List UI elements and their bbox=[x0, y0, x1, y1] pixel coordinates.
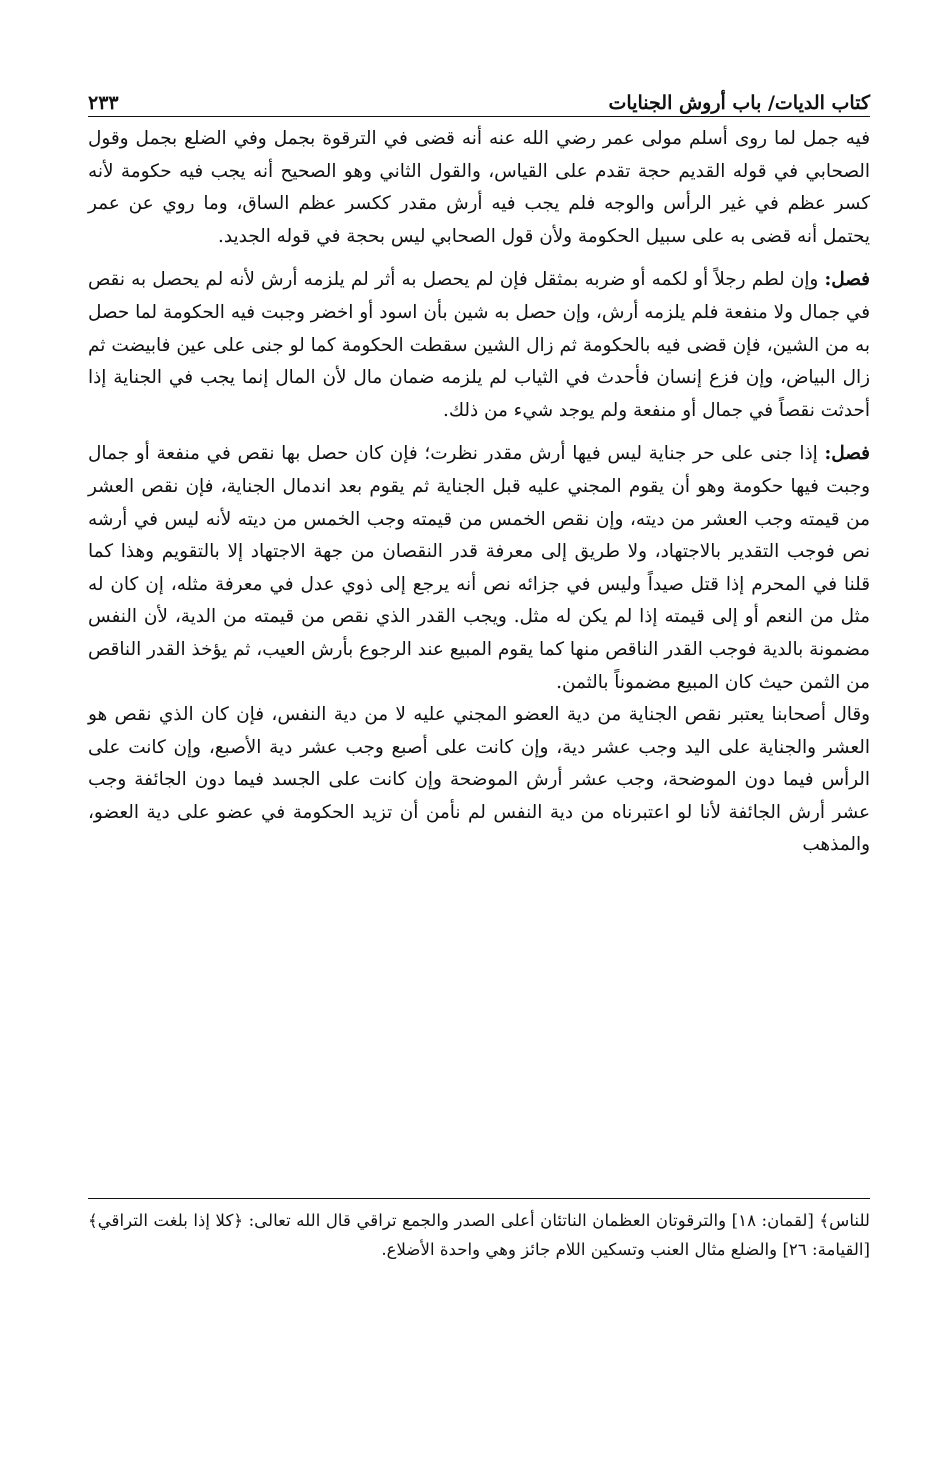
footnotes bbox=[88, 1206, 870, 1264]
main-text bbox=[88, 123, 870, 862]
running-header bbox=[88, 80, 870, 117]
paragraph bbox=[88, 264, 870, 427]
paragraph-text: وإن لطم رجلاً أو لكمه أو ضربه بمثقل فإن لم يحصل به أثر لم يلزمه أرش لأنه لم يحصل به نقص في جمال ولا منفعة فلم يلزمه أرش، وإن حصل به شين بأن اسود أو اخضر وجبت فيه الحكومة لما حصل به من الشين، فإن قضى فيه بالحكومة ثم زال الشين سقطت الحكومة كما لو جنى على عين فابيضت ثم زال البياض، وإن فزع إنسان فأحدث في الثياب لم يلزمه ضمان مال لأن المال إنما يجب في الجناية إذا أحدثت نقصاً في جمال أو منفعة ولم يوجد شيء من ذلك. bbox=[88, 269, 870, 421]
running-title: كتاب الديات/ باب أروش الجنايات bbox=[608, 92, 870, 114]
footnote-divider bbox=[88, 1198, 870, 1199]
paragraph-text: وقال أصحابنا يعتبر نقص الجناية من دية العضو المجني عليه لا من دية النفس، فإن كان الذي نقص هو العشر والجناية على اليد وجب عشر دية، وإن كانت على أصبع وجب عشر دية الأصبع، وإن كانت على الرأس فيما دون الموضحة، وجب عشر أرش الموضحة وإن كانت على الجسد فيما دون الجائفة وجب عشر أرش الجائفة لأنا لو اعتبرناه من دية النفس لم نأمن أن تزيد الحكومة في عضو على دية العضو، والمذهب bbox=[88, 704, 870, 856]
book-page bbox=[88, 80, 870, 1420]
paragraph-text: فيه جمل لما روى أسلم مولى عمر رضي الله عنه أنه قضى في الترقوة بجمل وفي الضلع بجمل وقول الصحابي في قوله القديم حجة تقدم على القياس، والقول الثاني وهو الصحيح أنه يجب فيه حكومة لأنه كسر عظم في غير الرأس والوجه فلم يجب فيه أرش مقدر ككسر عظم الساق، وما روي عن عمر يحتمل أنه قضى به على سبيل الحكومة ولأن قول الصحابي ليس بحجة في قوله الجديد. bbox=[88, 128, 870, 247]
section-heading: فصل: bbox=[824, 269, 870, 291]
page-number: ٢٣٣ bbox=[88, 92, 119, 114]
paragraph bbox=[88, 699, 870, 862]
footnote-text: للناس﴾ [لقمان: ١٨] والترقوتان العظمان الناتئان أعلى الصدر والجمع تراقي قال الله تعالى: ﴿كلا إذا بلغت التراقي﴾ [القيامة: ٢٦] والضلع مثال العنب وتسكين اللام جائز وهي واحدة الأضلاع. bbox=[88, 1211, 870, 1259]
paragraph-text: إذا جنى على حر جناية ليس فيها أرش مقدر نظرت؛ فإن كان حصل بها نقص في منفعة أو جمال وجبت فيها حكومة وهو أن يقوم المجني عليه قبل الجناية ثم يقوم بعد اندمال الجناية، فإن نقص العشر من قيمته وجب العشر من ديته، وإن نقص الخمس من قيمته وجب الخمس من ديته لأنه ليس في أرشه نص فوجب التقدير بالاجتهاد، ولا طريق إلى معرفة قدر النقصان من جهة الاجتهاد إلا بالتقويم وهذا كما قلنا في المحرم إذا قتل صيداً وليس في جزائه نص أنه يرجع إلى ذوي عدل في معرفة مثله، إن كان له مثل من النعم أو إلى قيمته إذا لم يكن له مثل. ويجب القدر الذي نقص من قيمته من الدية، لأن النفس مضمونة بالدية فوجب القدر الناقص منها كما يقوم المبيع عند الرجوع بأرش العيب، ثم يؤخذ القدر الناقص من الثمن حيث كان المبيع مضموناً بالثمن. bbox=[88, 443, 870, 693]
section-heading: فصل: bbox=[824, 443, 870, 465]
paragraph bbox=[88, 438, 870, 699]
paragraph bbox=[88, 123, 870, 253]
